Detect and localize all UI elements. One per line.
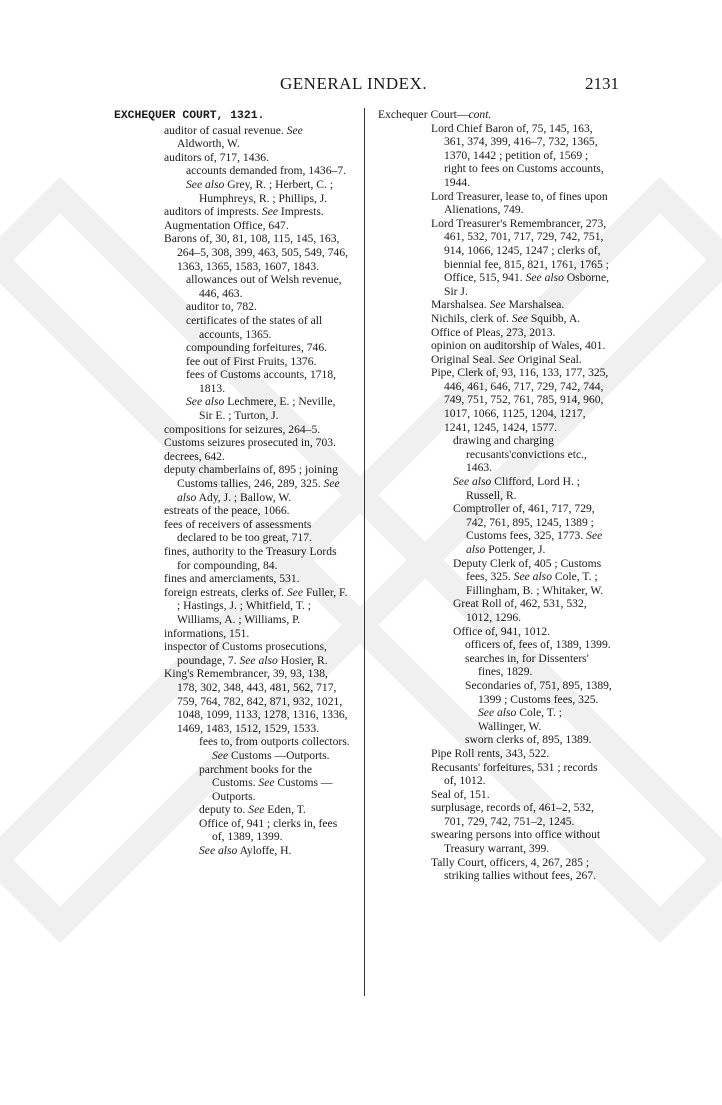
index-entry bbox=[378, 353, 612, 367]
entry-text: drawing and charging recusants'convictions etc., 1463. bbox=[453, 434, 587, 475]
see-reference-label: See bbox=[261, 205, 278, 219]
index-entry bbox=[378, 298, 612, 312]
index-entry bbox=[378, 122, 612, 190]
index-entry bbox=[114, 423, 350, 437]
index-entry bbox=[114, 844, 350, 858]
see-reference-target: Ayloffe, H. bbox=[239, 844, 292, 858]
index-entry bbox=[114, 463, 350, 504]
see-reference-target: Original Seal. bbox=[517, 352, 582, 366]
index-entry bbox=[378, 788, 612, 802]
index-entry bbox=[114, 640, 350, 667]
see-reference-label: See also bbox=[478, 706, 517, 720]
index-entry bbox=[378, 761, 612, 788]
entry-text: sworn clerks of, 895, 1389. bbox=[465, 733, 592, 747]
index-entry bbox=[114, 586, 350, 627]
entry-text: Recusants' forfeitures, 531 ; records of, 1012. bbox=[431, 760, 598, 788]
entry-text: Customs seizures prosecuted in, 703. bbox=[164, 436, 336, 450]
index-entry bbox=[378, 339, 612, 353]
index-entry bbox=[114, 450, 350, 464]
index-entry bbox=[378, 190, 612, 217]
entry-text: fees of receivers of assessments declared to be too great, 717. bbox=[164, 517, 312, 545]
entry-text: Lord Treasurer, lease to, of fines upon Alienations, 749. bbox=[431, 189, 608, 217]
see-reference-target: Cole, T. ; Fillingham, B. ; Whitaker, W. bbox=[466, 570, 604, 597]
index-entry bbox=[378, 597, 612, 624]
entry-text: inspector of Customs prosecutions, poundage, 7. bbox=[164, 640, 327, 667]
page-number: 2131 bbox=[585, 74, 619, 93]
index-entry bbox=[378, 625, 612, 639]
entry-continued: cont. bbox=[468, 108, 492, 121]
see-reference-label: See bbox=[286, 123, 303, 137]
entry-text: Office of Pleas, 273, 2013. bbox=[431, 325, 556, 339]
index-entry bbox=[378, 747, 612, 761]
index-entry bbox=[114, 108, 350, 124]
entry-text: auditors of imprests. bbox=[164, 205, 259, 219]
see-reference-target: Grey, R. ; Herbert, C. ; Humphreys, R. ; Phillips, J. bbox=[199, 177, 334, 205]
index-entry bbox=[114, 572, 350, 586]
index-entry bbox=[378, 652, 612, 679]
entry-text: swearing persons into office without Treasury warrant, 399. bbox=[431, 828, 601, 856]
see-reference-label: See bbox=[248, 803, 265, 817]
entry-text: decrees, 642. bbox=[164, 449, 225, 463]
index-entry bbox=[378, 801, 612, 828]
index-entry bbox=[114, 436, 350, 450]
entry-text: Great Roll of, 462, 531, 532, 1012, 1296. bbox=[453, 597, 587, 624]
entry-text: Augmentation Office, 647. bbox=[164, 218, 289, 232]
index-entry bbox=[378, 217, 612, 299]
index-entry bbox=[378, 557, 612, 598]
entry-text: Barons of, 30, 81, 108, 115, 145, 163, 264–5, 308, 399, 463, 505, 549, 746, 1363, 1365, 1583, 1607, 1843. bbox=[164, 232, 349, 273]
index-entry bbox=[114, 518, 350, 545]
index-entry bbox=[114, 545, 350, 572]
index-entry bbox=[114, 803, 350, 817]
index-entry bbox=[114, 273, 350, 300]
column-divider bbox=[364, 108, 365, 996]
see-reference-label: See also bbox=[513, 570, 552, 584]
see-reference-target: Marshalsea. bbox=[508, 298, 565, 312]
index-entry bbox=[378, 502, 612, 556]
see-reference-target: Squibb, A. bbox=[530, 311, 581, 325]
entry-text: informations, 151. bbox=[164, 626, 250, 640]
index-entry bbox=[378, 366, 612, 434]
see-reference-label: See also bbox=[453, 475, 492, 489]
see-reference-target: Cole, T. ; Wallinger, W. bbox=[478, 706, 562, 733]
see-reference-label: See also bbox=[186, 177, 225, 191]
entry-text: compositions for seizures, 264–5. bbox=[164, 422, 321, 436]
entry-text: Deputy Clerk of, 405 ; Customs fees, 325. bbox=[453, 556, 602, 584]
see-reference-target: Ady, J. ; Ballow, W. bbox=[198, 490, 292, 504]
entry-text: Office of, 941 ; clerks in, fees of, 1389, 1399. bbox=[199, 816, 338, 844]
entry-text: officers of, fees of, 1389, 1399. bbox=[465, 638, 611, 652]
entry-text: auditor of casual revenue. bbox=[164, 123, 284, 137]
running-header bbox=[0, 74, 722, 98]
entry-text: deputy chamberlains of, 895 ; joining Customs tallies, 246, 289, 325. bbox=[164, 463, 338, 491]
entry-text: deputy to. bbox=[199, 803, 246, 817]
index-entry bbox=[114, 300, 350, 314]
entry-text: foreign estreats, clerks of. bbox=[164, 585, 285, 599]
entry-text: King's Remembrancer, 39, 93, 138, 178, 302, 348, 443, 481, 562, 717, 759, 764, 782, 842, 871, 932, 1021, 1048, 1099, 1133, 1278, 1316, 1336, 1469, 1483, 1512, 1529, 1533. bbox=[164, 667, 348, 735]
index-entry bbox=[114, 124, 350, 151]
index-entry bbox=[114, 178, 350, 205]
see-reference-target: Customs —Outports. bbox=[212, 776, 333, 803]
see-reference-target: Pottenger, J. bbox=[488, 543, 546, 556]
see-reference-label: See bbox=[489, 298, 506, 312]
see-reference-label: See also bbox=[466, 529, 603, 556]
index-entry bbox=[114, 817, 350, 844]
entry-text: fees of Customs accounts, 1718, 1813. bbox=[186, 368, 337, 395]
entry-text: Pipe Roll rents, 343, 522. bbox=[431, 746, 550, 760]
index-heading: EXCHEQUER COURT, 1321. bbox=[114, 110, 265, 122]
see-reference-target: Customs —Outports. bbox=[231, 748, 330, 762]
entry-text: Lord Treasurer's Remembrancer, 273, 461, 532, 701, 717, 729, 742, 751, 914, 1066, 1245, 1247 ; clerks of, biennial fee, 815, 821, 1761, 1765 ; Office, 515, 941. bbox=[431, 216, 609, 285]
see-reference-target: Eden, T. bbox=[267, 803, 306, 817]
index-entry bbox=[114, 205, 350, 219]
page-title: GENERAL INDEX. bbox=[280, 74, 428, 93]
entry-text: estreats of the peace, 1066. bbox=[164, 504, 290, 518]
index-entry bbox=[378, 326, 612, 340]
entry-text: auditor to, 782. bbox=[186, 300, 257, 314]
entry-text: fees to, from outports collectors. bbox=[199, 735, 350, 749]
entry-text: allowances out of Welsh revenue, 446, 463. bbox=[186, 273, 342, 300]
entry-text: fines and amerciaments, 531. bbox=[164, 572, 300, 586]
see-reference-label: See bbox=[258, 776, 275, 790]
see-reference-target: Aldworth, W. bbox=[177, 137, 240, 151]
see-reference-label: See bbox=[511, 311, 528, 325]
see-reference-target: Clifford, Lord H. ; Russell, R. bbox=[466, 475, 580, 502]
see-reference-target: Hosier, R. bbox=[280, 653, 328, 667]
index-entry bbox=[378, 638, 612, 652]
see-reference-label: See bbox=[286, 585, 304, 599]
see-reference-label: See also bbox=[177, 477, 340, 504]
index-entry bbox=[378, 856, 612, 883]
entry-text: fee out of First Fruits, 1376. bbox=[186, 354, 317, 368]
entry-text: Comptroller of, 461, 717, 729, 742, 761, 895, 1245, 1389 ; Customs fees, 325, 1773. bbox=[453, 502, 595, 543]
index-entry bbox=[114, 763, 350, 804]
entry-text: Seal of, 151. bbox=[431, 787, 490, 801]
index-entry bbox=[378, 434, 612, 475]
index-entry bbox=[114, 151, 350, 165]
index-entry bbox=[114, 667, 350, 735]
see-reference-label: See also bbox=[186, 395, 225, 409]
index-entry bbox=[114, 355, 350, 369]
index-entry bbox=[378, 679, 612, 733]
entry-text: accounts demanded from, 1436–7. bbox=[186, 164, 347, 178]
see-reference-label: See also bbox=[239, 653, 278, 667]
entry-text: Original Seal. bbox=[431, 352, 496, 366]
see-reference-target: Osborne, Sir J. bbox=[444, 271, 609, 298]
entry-text: auditors of, 717, 1436. bbox=[164, 150, 269, 164]
index-entry bbox=[114, 504, 350, 518]
entry-text: Tally Court, officers, 4, 267, 285 ; striking tallies without fees, 267. bbox=[431, 855, 596, 883]
entry-text: Exchequer Court— bbox=[378, 108, 469, 121]
entry-text: Office of, 941, 1012. bbox=[453, 624, 551, 638]
index-entry bbox=[114, 341, 350, 355]
entry-text: Marshalsea. bbox=[431, 298, 487, 312]
index-entry bbox=[378, 108, 612, 122]
entry-text: searches in, for Dissenters' fines, 1829. bbox=[465, 651, 589, 679]
index-entry bbox=[114, 314, 350, 341]
see-reference-label: See bbox=[498, 352, 515, 366]
index-entry bbox=[114, 735, 350, 762]
see-reference-label: See bbox=[212, 748, 229, 762]
index-entry bbox=[114, 232, 350, 273]
see-reference-label: See also bbox=[199, 844, 238, 858]
left-index-column bbox=[114, 108, 350, 858]
entry-text: surplusage, records of, 461–2, 532, 701, 729, 742, 751–2, 1245. bbox=[431, 801, 594, 828]
index-entry bbox=[378, 312, 612, 326]
entry-text: certificates of the states of all accounts, 1365. bbox=[186, 313, 323, 341]
index-entry bbox=[378, 828, 612, 855]
entry-text: opinion on auditorship of Wales, 401. bbox=[431, 339, 606, 353]
index-entry bbox=[378, 475, 612, 502]
entry-text: Pipe, Clerk of, 93, 116, 133, 177, 325, 446, 461, 646, 717, 729, 742, 744, 749, 751, 752, 761, 785, 914, 960, 1017, 1066, 1125, 1204, 1217, 1241, 1245, 1424, 1577. bbox=[431, 366, 609, 434]
entry-text: Lord Chief Baron of, 75, 145, 163, 361, 374, 399, 416–7, 732, 1365, 1370, 1442 ; petition of, 1569 ; right to fees on Customs accounts, 1944. bbox=[431, 121, 604, 189]
entry-text: compounding forfeitures, 746. bbox=[186, 341, 328, 355]
see-reference-target: Fuller, F. ; Hastings, J. ; Whitfield, T. ; Williams, A. ; Williams, P. bbox=[177, 585, 348, 626]
entry-text: Nichils, clerk of. bbox=[431, 311, 509, 325]
index-entry bbox=[114, 164, 350, 178]
entry-text: parchment books for the Customs. bbox=[199, 762, 313, 790]
index-entry bbox=[114, 219, 350, 233]
index-entry bbox=[114, 368, 350, 395]
index-entry bbox=[378, 733, 612, 747]
index-entry bbox=[114, 395, 350, 422]
index-entry bbox=[114, 627, 350, 641]
entry-text: fines, authority to the Treasury Lords for compounding, 84. bbox=[164, 545, 337, 572]
entry-text: Secondaries of, 751, 895, 1389, 1399 ; Customs fees, 325. bbox=[465, 678, 612, 706]
see-reference-label: See also bbox=[525, 271, 564, 285]
right-index-column bbox=[378, 108, 612, 883]
see-reference-target: Imprests. bbox=[280, 205, 324, 219]
see-reference-target: Lechmere, E. ; Neville, Sir E. ; Turton, J. bbox=[199, 395, 336, 423]
